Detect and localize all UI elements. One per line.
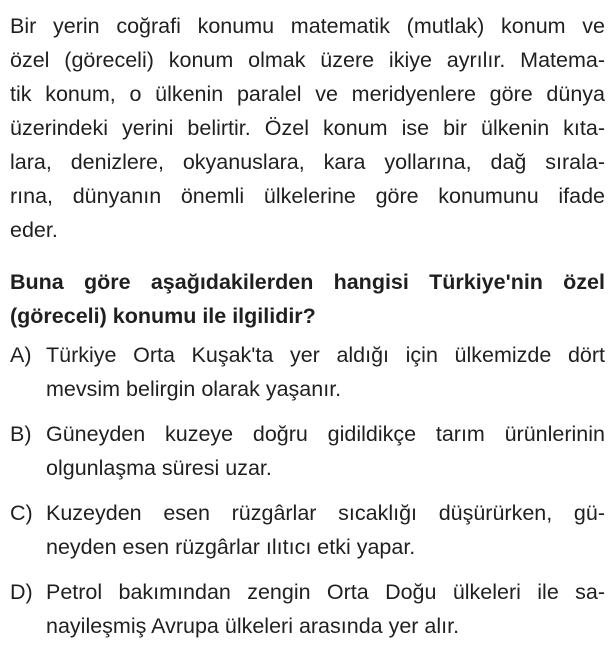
question-stem: [10, 265, 605, 333]
option-line: nayileşmiş Avrupa ülkeleri arasında yer alır.: [46, 614, 460, 638]
passage-line: tik konum, o ülkenin paralel ve meridyenlere göre dünya: [10, 82, 605, 106]
passage-line: üzerindeki yerini belirtir. Özel konum ise bir ülkenin kıta-: [10, 116, 605, 140]
question-line: Buna göre aşağıdakilerden hangisi Türkiye'nin özel: [10, 270, 605, 294]
option-letter: C): [10, 501, 33, 525]
option-line: mevsim belirgin olarak yaşanır.: [46, 377, 342, 401]
passage-line: rına, dünyanın önemli ülkelerine göre konumunu ifade: [10, 184, 605, 208]
option-line: olgunlaşma süresi uzar.: [46, 456, 272, 480]
option-text: [46, 417, 605, 485]
option-text: [46, 496, 605, 564]
option-text: [46, 338, 605, 406]
option-line: neyden esen rüzgârlar ılıtıcı etki yapar.: [46, 535, 416, 559]
passage-line: lara, denizlere, okyanuslara, kara yollarına, dağ sırala-: [10, 150, 605, 174]
option-line: Güneyden kuzeye doğru gidildikçe tarım ürünlerinin: [46, 422, 605, 446]
option-b[interactable]: [10, 417, 605, 485]
option-a[interactable]: [10, 338, 605, 406]
passage-line: eder.: [10, 218, 58, 242]
option-c[interactable]: [10, 496, 605, 564]
option-letter: A): [10, 343, 32, 367]
question-line: (göreceli) konumu ile ilgilidir?: [10, 304, 316, 328]
option-text: [46, 575, 605, 643]
option-line: Kuzeyden esen rüzgârlar sıcaklığı düşürürken, gü-: [46, 501, 605, 525]
option-line: Türkiye Orta Kuşak'ta yer aldığı için ülkemizde dört: [46, 343, 605, 367]
passage-text: [10, 9, 605, 247]
passage-line: Bir yerin coğrafi konumu matematik (mutlak) konum ve: [10, 14, 605, 38]
option-d[interactable]: [10, 575, 605, 643]
option-letter: D): [10, 580, 33, 604]
passage-line: özel (göreceli) konum olmak üzere ikiye ayrılır. Matema-: [10, 48, 605, 72]
answer-options: [10, 338, 605, 643]
option-letter: B): [10, 422, 32, 446]
option-line: Petrol bakımından zengin Orta Doğu ülkeleri ile sa-: [46, 580, 605, 604]
